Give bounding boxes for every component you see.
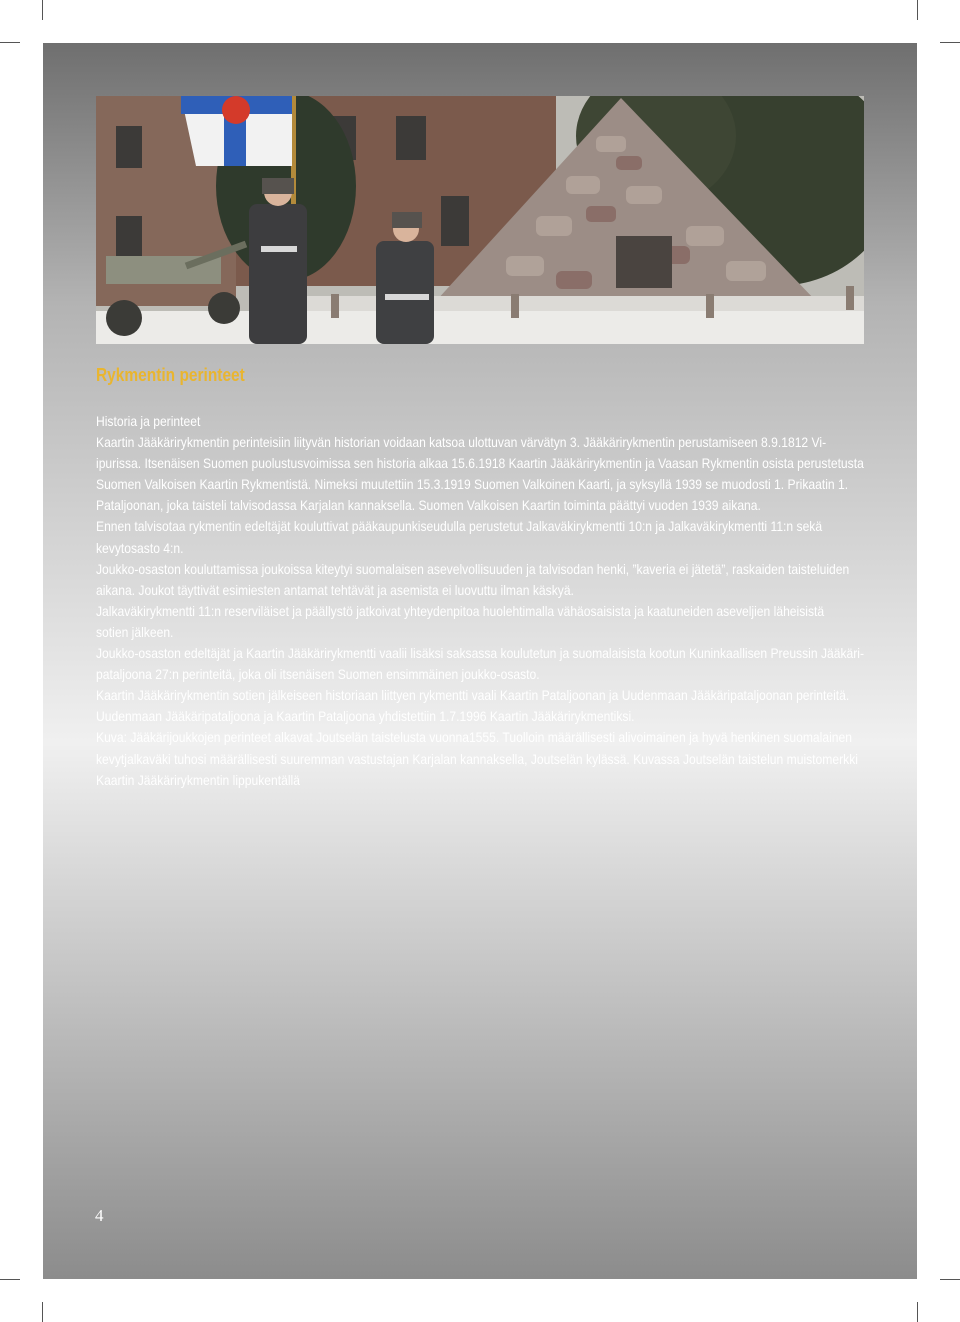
crop-mark — [917, 1302, 918, 1322]
body-text — [96, 411, 866, 791]
body-line: ipurissa. Itsenäisen Suomen puolustusvoimissa sen historia alkaa 15.6.1918 Kaartin Jääkärirykmentin ja Vaasan Rykmentin osista perustetusta — [96, 455, 864, 472]
body-line: kevytjalkaväki tuhosi määrällisesti suuremman vastustajan Karjalan kannaksella, Joutselän kylässä. Kuvassa Joutselän taistelun muistomerkki — [96, 750, 858, 767]
crop-mark — [0, 1279, 20, 1280]
crop-mark — [940, 42, 960, 43]
body-line: Suomen Valkoisen Kaartin Rykmentistä. Nimeksi muutettiin 15.3.1919 Suomen Valkoinen Kaarti, ja syksyllä 1939 se muodosti 1. Prikaatin 1. — [96, 476, 849, 493]
body-line: Kaartin Jääkärirykmentin perinteisiin liityvän historian voidaan katsoa ulottuvan värvätyn 3. Jääkärirykmentin perustamiseen 8.9.1812 Vi- — [96, 434, 827, 451]
body-line: Historia ja perinteet — [96, 413, 201, 429]
body-line: Kuva: Jääkärijoukkojen perinteet alkavat Joutselän taistelusta vuonna1555. Tuolloin määrällisesti alivoimainen ja hyvä henkinen suomalainen — [96, 729, 852, 746]
body-line: Ennen talvisotaa rykmentin edeltäjät kouluttivat pääkaupunkiseudulla perustetut Jalkaväkirykmentti 10:n ja Jalkaväkirykmentti 11:n sekä — [96, 518, 823, 535]
crop-mark — [940, 1279, 960, 1280]
body-line: pataljoona 27:n perinteitä, joka oli itsenäisen Suomen ensimmäinen joukko-osasto. — [96, 666, 540, 683]
body-line: Joukko-osaston kouluttamissa joukoissa kiteytyi suomalaisen asevelvollisuuden ja talvisodan henki, ”kaveria ei jätetä”, raskaiden taisteluiden — [96, 560, 850, 577]
body-line: Kaartin Jääkärirykmentin lippukentällä — [96, 771, 300, 788]
crop-mark — [917, 0, 918, 20]
body-line: Joukko-osaston edeltäjät ja Kaartin Jääkärirykmentti vaalii lisäksi saksassa koulutetun ja suomalaisista kootun Kuninkaallisen Preussin Jääkäri- — [96, 645, 865, 662]
crop-mark — [42, 1302, 43, 1322]
page — [43, 43, 917, 1279]
page-number: 4 — [95, 1206, 104, 1225]
crop-mark — [42, 0, 43, 20]
body-line: Uudenmaan Jääkäripataljoona ja Kaartin Pataljoona yhdistettiin 1.7.1996 Kaartin Jääkärirykmentiksi. — [96, 708, 635, 725]
crop-mark — [0, 42, 20, 43]
body-line: sotien jälkeen. — [96, 623, 174, 640]
body-line: Pataljoonan, joka taisteli talvisodassa Karjalan kannaksella. Suomen Valkoisen Kaartin toiminta päättyi vuoden 1939 aikana. — [96, 497, 761, 514]
body-line: Kaartin Jääkärirykmentin sotien jälkeiseen historiaan liittyen rykmentti vaali Kaartin Pataljoonan ja Uudenmaan Jääkäripataljoonan perinteitä. — [96, 687, 850, 704]
body-line: Jalkaväkirykmentti 11:n reserviläiset ja päällystö jatkoivat yhteydenpitoa huolehtimalla vähäosaisista ja kaatuneiden aseveljien läheisistä — [96, 602, 825, 619]
body-line: aikana. Joukot täyttivät esimiesten antamat tehtävät ja asemista ei luovuttu ilman käskyä. — [96, 581, 574, 598]
memorial-photo — [96, 96, 864, 344]
memorial-photo-illustration — [96, 96, 864, 344]
body-line: kevytosasto 4:n. — [96, 539, 184, 556]
section-heading: Rykmentin perinteet — [96, 365, 245, 385]
